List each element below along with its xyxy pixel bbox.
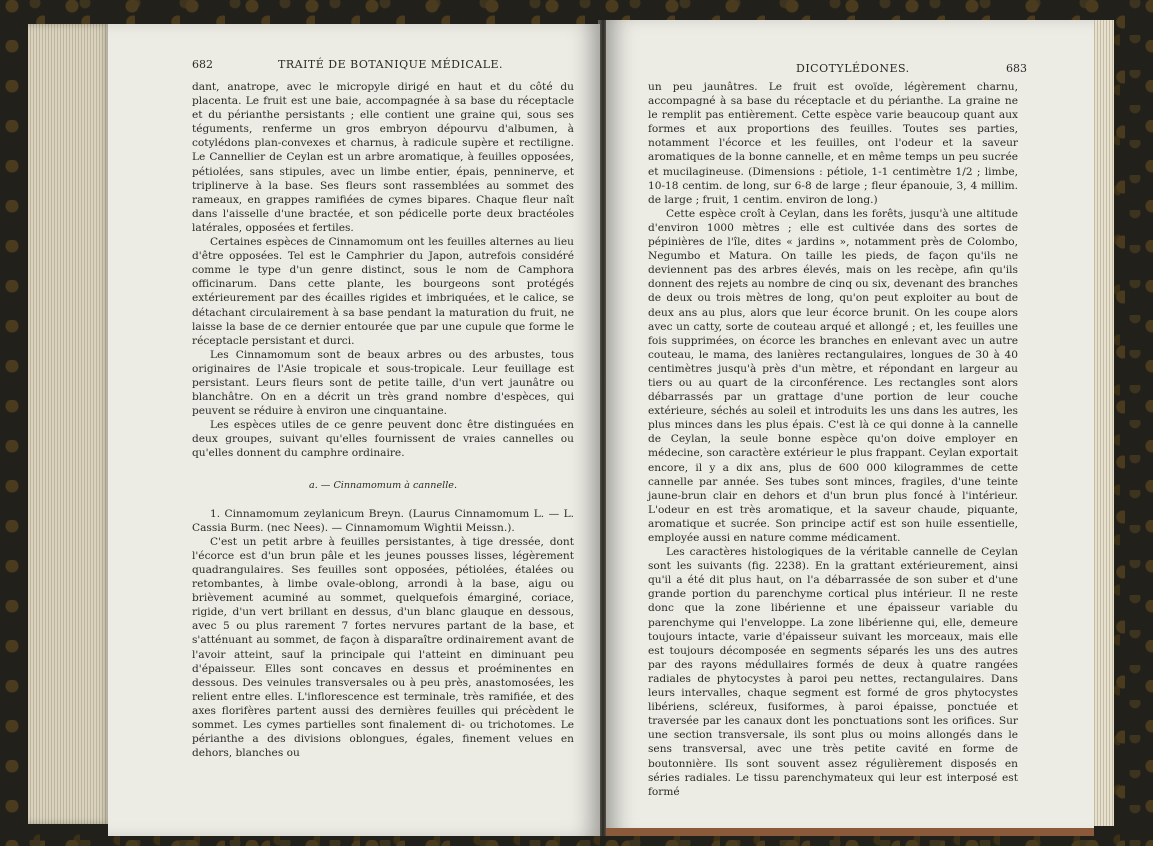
page-edges-right xyxy=(1092,20,1114,826)
running-head-left: TRAITÉ DE BOTANIQUE MÉDICALE. xyxy=(278,58,504,71)
page-number-right: 683 xyxy=(1006,62,1027,75)
page-number-left: 682 xyxy=(192,58,213,71)
paragraph: Certaines espèces de Cinnamomum ont les feuilles alternes au lieu d'être opposées. Tel est le Camphrier du Japon, autrefois considéré comme le type d'un genre distinct, sous le nom de Camphora officinarum. Dans cette plante, les bourgeons sont protégés extérieurement par des écailles rigides et imbriquées, et le calice, se détachant circulairement à sa base pendant la maturation du fruit, ne laisse la base de ce dernier entourée que par une cupule que forme le réceptacle persistant et durci. xyxy=(192,236,574,347)
species-heading: 1. Cinnamomum zeylanicum Breyn. (Laurus Cinnamomum L. — L. Cassia Burm. (nec Nees). — Cinnamomum Wightii Meissn.). xyxy=(192,507,574,534)
running-head-right: DICOTYLÉDONES. xyxy=(796,62,910,75)
paragraph: Les Cinnamomum sont de beaux arbres ou des arbustes, tous originaires de l'Asie tropicale et sous-tropicale. Leur feuillage est persistant. Leurs fleurs sont de petite taille, d'un vert jaunâtre ou blanchâtre. On en a décrit un très grand nombre d'espèces, qui peuvent se réduire à environ une cinquantaine. xyxy=(192,348,574,418)
paragraph: dant, anatrope, avec le micropyle dirigé en haut et du côté du placenta. Le fruit est une baie, accompagnée à sa base du réceptacle et du périanthe persistants ; elle contient une graine qui, sous ses téguments, renferme un gros embryon dépourvu d'albumen, à cotylédons plan-convexes et charnus, à radicule supère et rectiligne. Le Cannellier de Ceylan est un arbre aromatique, à feuilles opposées, pétiolées, sans stipules, avec un limbe entier, épais, penninerve, et triplinerve à la base. Ses fleurs sont rassemblées au sommet des rameaux, en grappes ramifiées de cymes bipares. Chaque fleur naît dans l'aisselle d'une bractée, et son pédicelle porte deux bractéoles latérales, opposées et fertiles. xyxy=(192,81,574,234)
right-text-block xyxy=(648,80,1018,799)
right-page xyxy=(606,20,1094,836)
paragraph: Cette espèce croît à Ceylan, dans les forêts, jusqu'à une altitude d'environ 1000 mètres ; elle est cultivée dans des sortes de pépinières de l'île, dites « jardins », notamment près de Colombo, Negumbo et Matura. On taille les pieds, de façon qu'ils ne deviennent pas des arbres élevés, mais on les recèpe, afin qu'ils donnent des rejets au nombre de cinq ou six, devenant des branches de deux ou trois mètres de long, qu'on peut exploiter au bout de deux ans au plus, alors que leur écorce brunit. On les coupe alors avec un catty, sorte de couteau arqué et allongé ; et, les feuilles une fois supprimées, on écorce les branches en enlevant avec un autre couteau, le mama, des lanières rectangulaires, longues de 30 à 40 centimètres jusqu'à près d'un mètre, et répondant en largeur au tiers ou au quart de la circonférence. Les rectangles sont alors débarrassés par un grattage d'une portion de leur couche extérieure, séchés au soleil et introduits les uns dans les autres, les plus minces dans les plus épais. C'est là ce qui donne à la cannelle de Ceylan, la seule bonne espèce qu'on doive employer en médecine, son caractère extérieur le plus frappant. Ceylan exportait encore, il y a dix ans, plus de 600 000 kilogrammes de cette cannelle par année. Ses tubes sont minces, fragiles, d'une teinte jaune-brun clair en dehors et d'un brun plus foncé à l'intérieur. L'odeur en est très aromatique, et la saveur chaude, piquante, aromatique et sucrée. Son principe actif est son huile essentielle, employée aussi en nature comme médicament. xyxy=(648,207,1018,544)
left-text-block xyxy=(192,80,574,760)
section-subheading: a. — Cinnamomum à cannelle. xyxy=(308,479,457,491)
paragraph: C'est un petit arbre à feuilles persistantes, à tige dressée, dont l'écorce est d'un brun pâle et les jeunes pousses lisses, légèrement quadrangulaires. Ses feuilles sont opposées, pétiolées, étalées ou retombantes, à limbe ovale-oblong, arrondi à la base, aigu ou brièvement acuminé au sommet, quelquefois émarginé, coriace, rigide, d'un vert brillant en dessus, d'un blanc glauque en dessous, avec 5 ou plus rarement 7 fortes nervures partant de la base, et s'atténuant au sommet, de façon à disparaître ordinairement avant de l'avoir atteint, sauf la principale qui l'atteint en diminuant peu d'épaisseur. Elles sont concaves en dessus et proéminentes en dessous. Des veinules transversales ou à peu près, anastomosées, les relient entre elles. L'inflorescence est terminale, très ramifiée, et des axes florifères partent aussi des dernières feuilles qui précèdent le sommet. Les cymes partielles sont finalement di- ou trichotomes. Le périanthe a des divisions oblongues, égales, finement velues en dehors, blanches ou xyxy=(192,535,574,760)
page-edges-left xyxy=(28,24,112,824)
left-page xyxy=(108,24,600,836)
binding-band xyxy=(606,828,1094,836)
paragraph: Les espèces utiles de ce genre peuvent donc être distinguées en deux groupes, suivant qu'elles fournissent de vraies cannelles ou qu'elles donnent du camphre ordinaire. xyxy=(192,419,574,460)
paragraph: Les caractères histologiques de la véritable cannelle de Ceylan sont les suivants (fig. 2238). En la grattant extérieurement, ainsi qu'il a été dit plus haut, on l'a débarrassée de son suber et d'une grande portion du parenchyme cortical plus intérieur. Il ne reste donc que la zone libérienne et une épaisseur variable du parenchyme qui l'enveloppe. La zone libérienne qui, elle, demeure toujours intacte, varie d'épaisseur suivant les morceaux, mais elle est toujours décomposée en segments séparés les uns des autres par des rayons médullaires formés de deux à quatre rangées radiales de phytocystes à paroi peu nettes, rectangulaires. Dans leurs intervalles, chaque segment est formé de gros phytocystes libériens, scléreux, fusiformes, à paroi épaisse, ponctuée et traversée par les canaux dont les ponctuations sont les orifices. Sur une section transversale, ils sont plus ou moins allongés dans le sens transversal, avec une très petite cavité en forme de boutonnière. Ils sont souvent assez régulièrement disposés en séries radiales. Le tissu parenchymateux qui leur est interposé est formé xyxy=(648,546,1018,798)
paragraph: un peu jaunâtres. Le fruit est ovoïde, légèrement charnu, accompagné à sa base du réceptacle et du périanthe. La graine ne le remplit pas entièrement. Cette espèce varie beaucoup quant aux formes et aux proportions des feuilles. Toutes ses parties, notamment l'écorce et les feuilles, ont l'odeur et la saveur aromatiques de la bonne cannelle, et en même temps un peu sucrée et mucilagineuse. (Dimensions : pétiole, 1-1 centimètre 1/2 ; limbe, 10-18 centim. de long, sur 6-8 de large ; fleur épanouie, 3, 4 millim. de large ; fruit, 1 centim. environ de long.) xyxy=(648,81,1018,206)
